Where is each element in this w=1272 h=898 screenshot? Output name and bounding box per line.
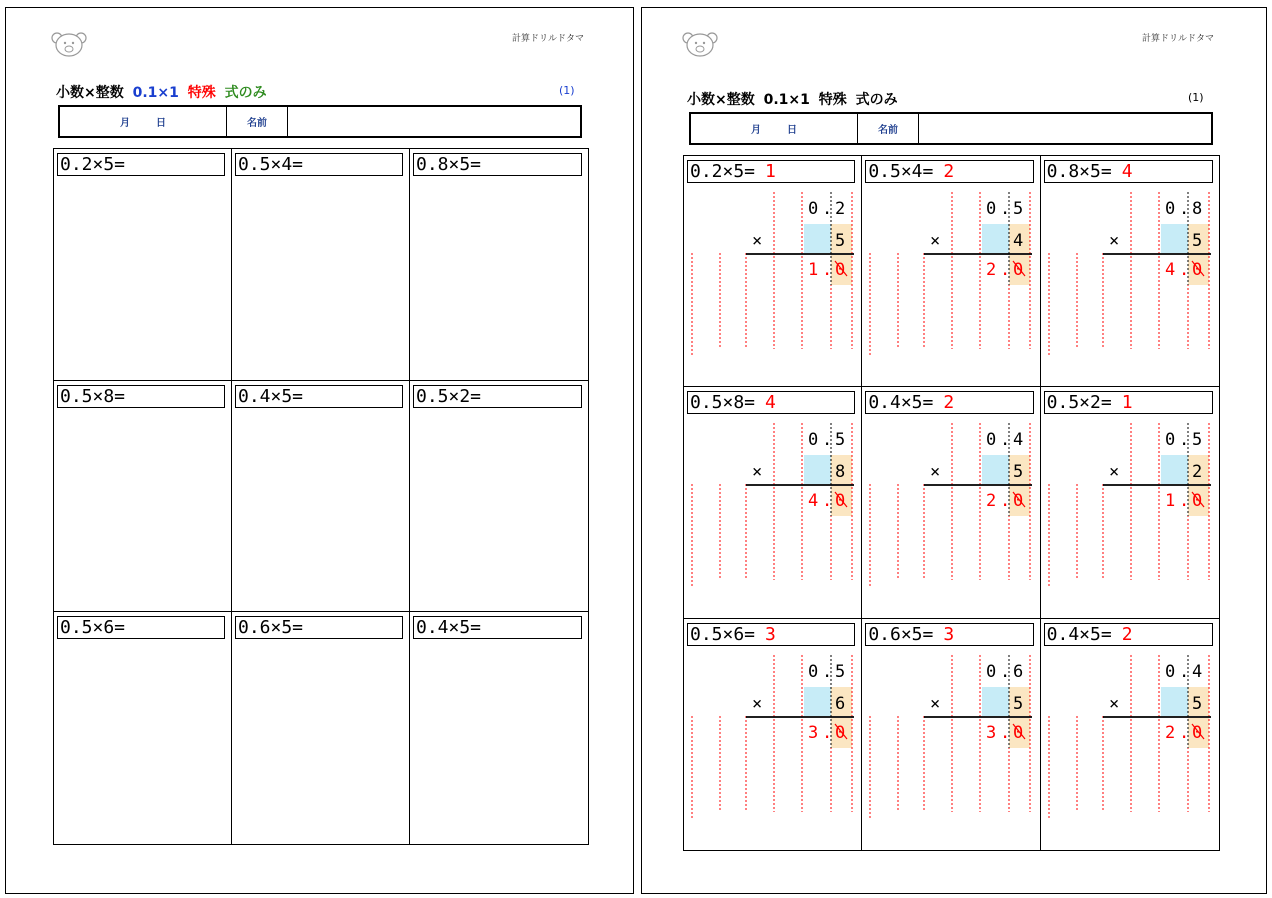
result-digit-dec: 0 [835,722,846,743]
column-multiplication [684,187,862,357]
title-part-1: 小数×整数 [687,92,755,108]
result-digit-int: 1 [808,260,819,280]
title-part-4: 式のみ [224,85,267,101]
problem-cell [410,149,588,381]
top-digit-dec: 6 [1013,661,1024,682]
result-decimal-point: . [1000,260,1011,280]
name-field[interactable] [288,107,580,136]
times-sign: × [752,231,763,251]
multiplier-tens-highlight [982,687,1009,716]
answer-cell [684,156,862,387]
question-text: 0.5×8= [690,392,756,414]
result-decimal-point: . [1000,491,1011,512]
result-digit-int: 2 [1164,722,1175,743]
multiplier-tens-highlight [1161,687,1188,716]
result-digit-dec: 0 [1013,491,1024,512]
question-box: 0.4×5= [235,385,403,408]
top-digit-int: 0 [986,199,997,219]
question-box: 0.5×8= [57,385,225,408]
times-sign: × [752,462,763,483]
top-digit-dec: 2 [835,199,846,219]
answer-cell [1041,156,1219,387]
result-digit-dec: 0 [835,260,846,280]
multiplier-digit: 2 [1191,462,1202,483]
result-digit-dec: 0 [1013,722,1024,743]
bear-logo-icon [51,30,87,58]
question-text: 0.5×4= [868,161,934,182]
multiplier-digit: 5 [1013,462,1024,483]
column-multiplication [862,187,1040,357]
answer-cell [684,387,862,618]
result-digit-dec: 0 [835,491,846,512]
column-multiplication [1041,650,1219,820]
column-multiplication [684,418,862,588]
result-digit-int: 4 [808,491,819,512]
day-label: 日 [787,125,797,136]
times-sign: × [1108,693,1119,714]
answer-text: 1 [765,161,776,182]
column-multiplication [862,418,1040,588]
name-field[interactable] [919,114,1211,143]
top-decimal-point: . [1000,430,1011,451]
result-digit-int: 3 [808,722,819,743]
top-digit-dec: 5 [1191,430,1202,451]
question-box [687,391,855,414]
question-text: 0.4×5= [868,392,934,414]
worksheet-questions [5,7,634,894]
top-decimal-point: . [1178,199,1189,219]
multiplier-digit: 5 [1191,693,1202,714]
question-box [865,623,1033,646]
top-digit-dec: 4 [1013,430,1024,451]
top-digit-int: 0 [808,661,819,682]
worksheet-answers [641,7,1267,894]
month-label: 月 [751,125,761,136]
times-sign: × [930,462,941,483]
multiplier-tens-highlight [804,224,831,253]
question-box: 0.2×5= [57,153,225,176]
problem-grid [53,148,589,845]
title-part-2: 0.1×1 [763,92,810,108]
multiplier-digit: 5 [835,231,846,251]
brand-label: 計算ドリルドタマ [1142,34,1215,44]
result-decimal-point: . [822,260,833,280]
times-sign: × [1108,462,1119,483]
top-decimal-point: . [1178,661,1189,682]
answer-text: 2 [943,161,955,182]
top-digit-int: 0 [808,430,819,451]
question-box: 0.4×5= [413,616,582,639]
multiplier-digit: 4 [1013,231,1024,251]
times-sign: × [930,693,941,714]
multiplier-tens-highlight [804,455,831,484]
result-digit-int: 2 [986,260,997,280]
question-box [1044,160,1213,183]
problem-cell [54,612,232,844]
problem-cell [410,381,588,613]
question-box [687,160,855,183]
top-digit-dec: 8 [1191,199,1202,219]
times-sign: × [1108,231,1119,251]
question-text: 0.5×2= [1046,392,1112,414]
answer-cell [862,156,1040,387]
result-decimal-point: . [1178,491,1189,512]
top-digit-dec: 5 [835,430,846,451]
column-multiplication [684,650,862,820]
question-text: 0.6×5= [868,623,934,645]
title-part-1: 小数×整数 [56,85,124,101]
answer-cell [1041,619,1219,850]
answer-text: 3 [943,623,955,645]
problem-cell [232,381,410,613]
question-box [1044,391,1213,414]
question-box [687,623,855,646]
answer-cell [684,619,862,850]
top-digit-int: 0 [986,430,997,451]
question-box: 0.5×6= [57,616,225,639]
question-text: 0.4×5= [1046,623,1112,645]
top-decimal-point: . [1000,661,1011,682]
title-part-4: 式のみ [855,92,898,108]
top-decimal-point: . [822,199,833,219]
answer-grid [683,155,1220,851]
answer-text: 2 [943,392,955,414]
result-decimal-point: . [1178,722,1189,743]
top-digit-dec: 5 [1013,199,1024,219]
result-digit-dec: 0 [1191,722,1202,743]
top-digit-int: 0 [986,661,997,682]
answer-text: 1 [1121,392,1133,414]
question-box: 0.5×2= [413,385,582,408]
top-digit-dec: 5 [835,661,846,682]
top-decimal-point: . [1000,199,1011,219]
result-decimal-point: . [822,491,833,512]
question-text: 0.8×5= [1046,161,1112,182]
times-sign: × [930,231,941,251]
top-digit-int: 0 [1164,661,1175,682]
title-part-3: 特殊 [818,92,847,108]
multiplier-tens-highlight [804,687,831,716]
multiplier-digit: 6 [835,693,846,714]
result-digit-int: 4 [1164,260,1175,280]
multiplier-digit: 5 [1013,693,1024,714]
times-sign: × [752,693,763,714]
result-digit-dec: 0 [1191,491,1202,512]
question-box [865,391,1033,414]
worksheet-title [56,82,271,102]
multiplier-digit: 8 [835,462,846,483]
problem-cell [54,381,232,613]
result-digit-dec: 0 [1191,260,1202,280]
top-decimal-point: . [1178,430,1189,451]
answer-cell [862,619,1040,850]
top-digit-int: 0 [808,199,819,219]
column-multiplication [1041,187,1219,357]
question-box [1044,623,1213,646]
answer-text: 4 [765,392,776,414]
result-decimal-point: . [1000,722,1011,743]
result-digit-dec: 0 [1013,260,1024,280]
page-number: (1) [559,84,575,97]
multiplier-digit: 5 [1191,231,1202,251]
question-box: 0.8×5= [413,153,582,176]
problem-cell [232,612,410,844]
multiplier-tens-highlight [982,224,1009,253]
question-text: 0.2×5= [690,161,756,182]
title-part-2: 0.1×1 [132,85,179,101]
worksheet-title [687,89,902,109]
result-decimal-point: . [1178,260,1189,280]
question-text: 0.5×6= [690,623,756,645]
name-date-row [58,105,582,138]
problem-cell [232,149,410,381]
question-box [865,160,1033,183]
result-decimal-point: . [822,722,833,743]
multiplier-tens-highlight [1161,224,1188,253]
brand-label: 計算ドリルドタマ [512,34,585,44]
column-multiplication [862,650,1040,820]
problem-cell [54,149,232,381]
result-digit-int: 1 [1164,491,1175,512]
answer-text: 3 [765,623,776,645]
top-digit-int: 0 [1164,199,1175,219]
answer-cell [1041,387,1219,618]
page-number: (1) [1188,91,1204,104]
name-label: 名前 [227,107,288,136]
problem-cell [410,612,588,844]
answer-cell [862,387,1040,618]
result-digit-int: 2 [986,491,997,512]
bear-logo-icon [682,30,718,58]
month-label: 月 [120,118,130,129]
title-part-3: 特殊 [187,85,216,101]
top-digit-dec: 4 [1191,661,1202,682]
column-multiplication [1041,418,1219,588]
answer-text: 2 [1121,623,1133,645]
question-box: 0.6×5= [235,616,403,639]
multiplier-tens-highlight [1161,455,1188,484]
name-label: 名前 [858,114,919,143]
result-digit-int: 3 [986,722,997,743]
question-box: 0.5×4= [235,153,403,176]
answer-text: 4 [1121,161,1133,182]
top-decimal-point: . [822,661,833,682]
name-date-row [689,112,1213,145]
top-decimal-point: . [822,430,833,451]
multiplier-tens-highlight [982,455,1009,484]
top-digit-int: 0 [1164,430,1175,451]
day-label: 日 [156,118,166,129]
